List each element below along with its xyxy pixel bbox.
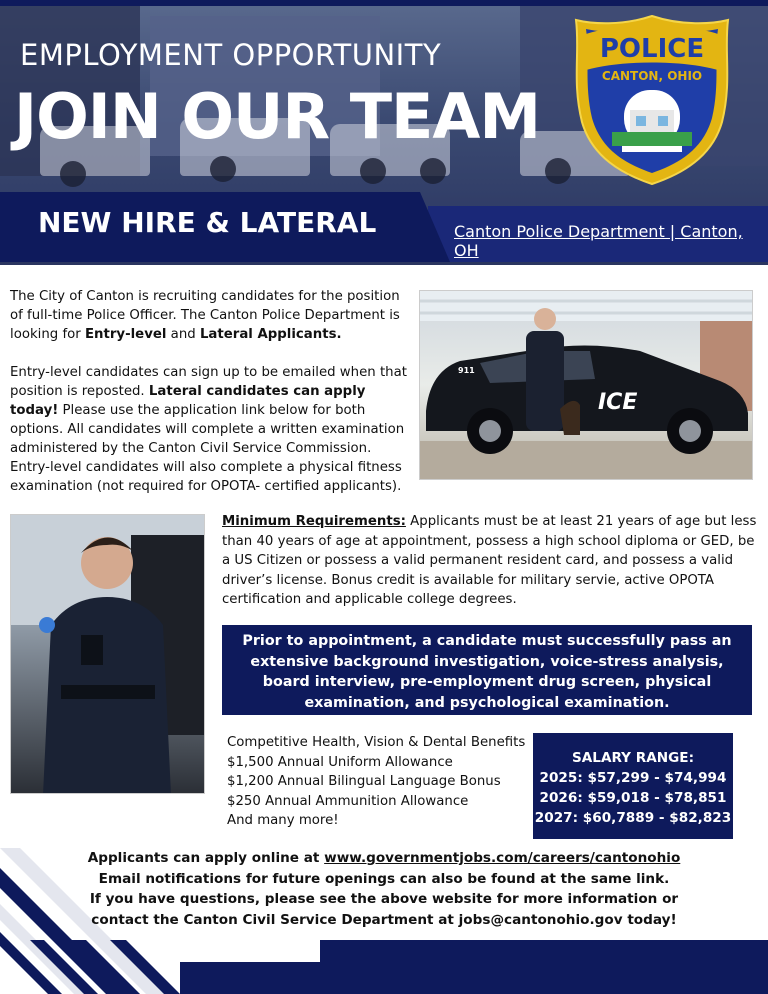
minimum-requirements (222, 512, 757, 610)
footer-band-top (320, 940, 768, 962)
prior-to-appointment-box (222, 625, 752, 715)
photo-officer-portrait (10, 514, 205, 794)
police-badge-logo (572, 12, 732, 187)
hero-header (0, 0, 768, 265)
wheel (60, 161, 86, 187)
benefit-item: $1,200 Annual Bilingual Language Bonus (227, 774, 501, 789)
intro-lateral-apply: Lateral candidates can apply today! (10, 384, 366, 418)
wheel (545, 158, 571, 184)
apply-instructions (0, 848, 768, 930)
salary-row: 2025: $57,299 - $74,994 (539, 770, 727, 786)
salary-row: 2026: $59,018 - $78,851 (539, 790, 727, 806)
intro-entry-level: Entry-level (84, 327, 167, 342)
salary-row: 2027: $60,7889 - $82,823 (534, 810, 732, 826)
footer-band (180, 962, 768, 994)
headline: JOIN OUR TEAM (14, 80, 541, 153)
eyebrow-title: EMPLOYMENT OPPORTUNITY (20, 38, 442, 72)
benefits-list (227, 733, 527, 831)
apply-line-1-text: Applicants can apply online at (87, 850, 325, 866)
intro-p2-rest: Please use the application link below for both options. All candidates will complete a written examination administered by the Canton Civil Service Commission. Entry-level candidates will also complete a physical fitness examination (not required for OPOTA- certified applicants). (10, 403, 405, 494)
apply-line-3: If you have questions, please see the above website for more information or (89, 891, 679, 907)
benefit-item: $250 Annual Ammunition Allowance (227, 793, 469, 809)
intro-lateral: Lateral Applicants. (199, 327, 342, 342)
photo-patrol-car-k9 (419, 290, 753, 480)
salary-range-box (533, 733, 733, 839)
wheel (420, 158, 446, 184)
intro-p1-text: The City of Canton is recruiting candidates for the position of full-time Police Officer. The Canton Police Department is looking for (10, 289, 400, 342)
benefit-item: Competitive Health, Vision & Dental Benefits (227, 735, 526, 750)
apply-line-4: contact the Canton Civil Service Department at jobs@cantonohio.gov today! (91, 911, 677, 928)
badge-city-text: CANTON, OHIO (601, 69, 703, 83)
badge-police-text: POLICE (599, 34, 705, 64)
application-link[interactable]: www.governmentjobs.com/careers/cantonohio (324, 850, 681, 866)
car-door-text: ICE (598, 390, 638, 415)
requirements-text: Applicants must be at least 21 years of age but less than 40 years of age at appointment, possess a high school diploma or GED, be a US Citizen or possess a valid permanent resident card, and possess a valid driver’s license. Bonus credit is available for military servie, active OPOTA certification and applicable college degrees. (222, 514, 757, 607)
intro-paragraph-2 (10, 363, 408, 496)
salary-title: SALARY RANGE: (571, 750, 695, 766)
apply-line-2: Email notifications for future openings can also be found at the same link. (98, 870, 670, 887)
department-link[interactable]: Canton Police Department | Canton, OH (454, 222, 743, 260)
car-number: 911 (458, 366, 475, 375)
wheel (210, 156, 236, 182)
benefit-item: $1,500 Annual Uniform Allowance (227, 754, 453, 770)
apply-line-1 (0, 848, 768, 869)
subheadline: NEW HIRE & LATERAL (38, 206, 377, 239)
intro-paragraph-1 (10, 287, 408, 344)
intro-text (10, 287, 408, 515)
intro-p2-text: Entry-level candidates can sign up to be emailed when that position is reposted. (10, 365, 407, 399)
wheel (360, 158, 386, 184)
requirements-label: Minimum Requirements: (222, 514, 406, 529)
benefit-item: And many more! (227, 813, 339, 828)
intro-and: and (166, 327, 200, 342)
prior-text: Prior to appointment, a candidate must successfully pass an extensive background investigation, voice-stress analysis, board interview, pre-employment drug screen, physical examination, and psychological examination. (242, 633, 732, 711)
